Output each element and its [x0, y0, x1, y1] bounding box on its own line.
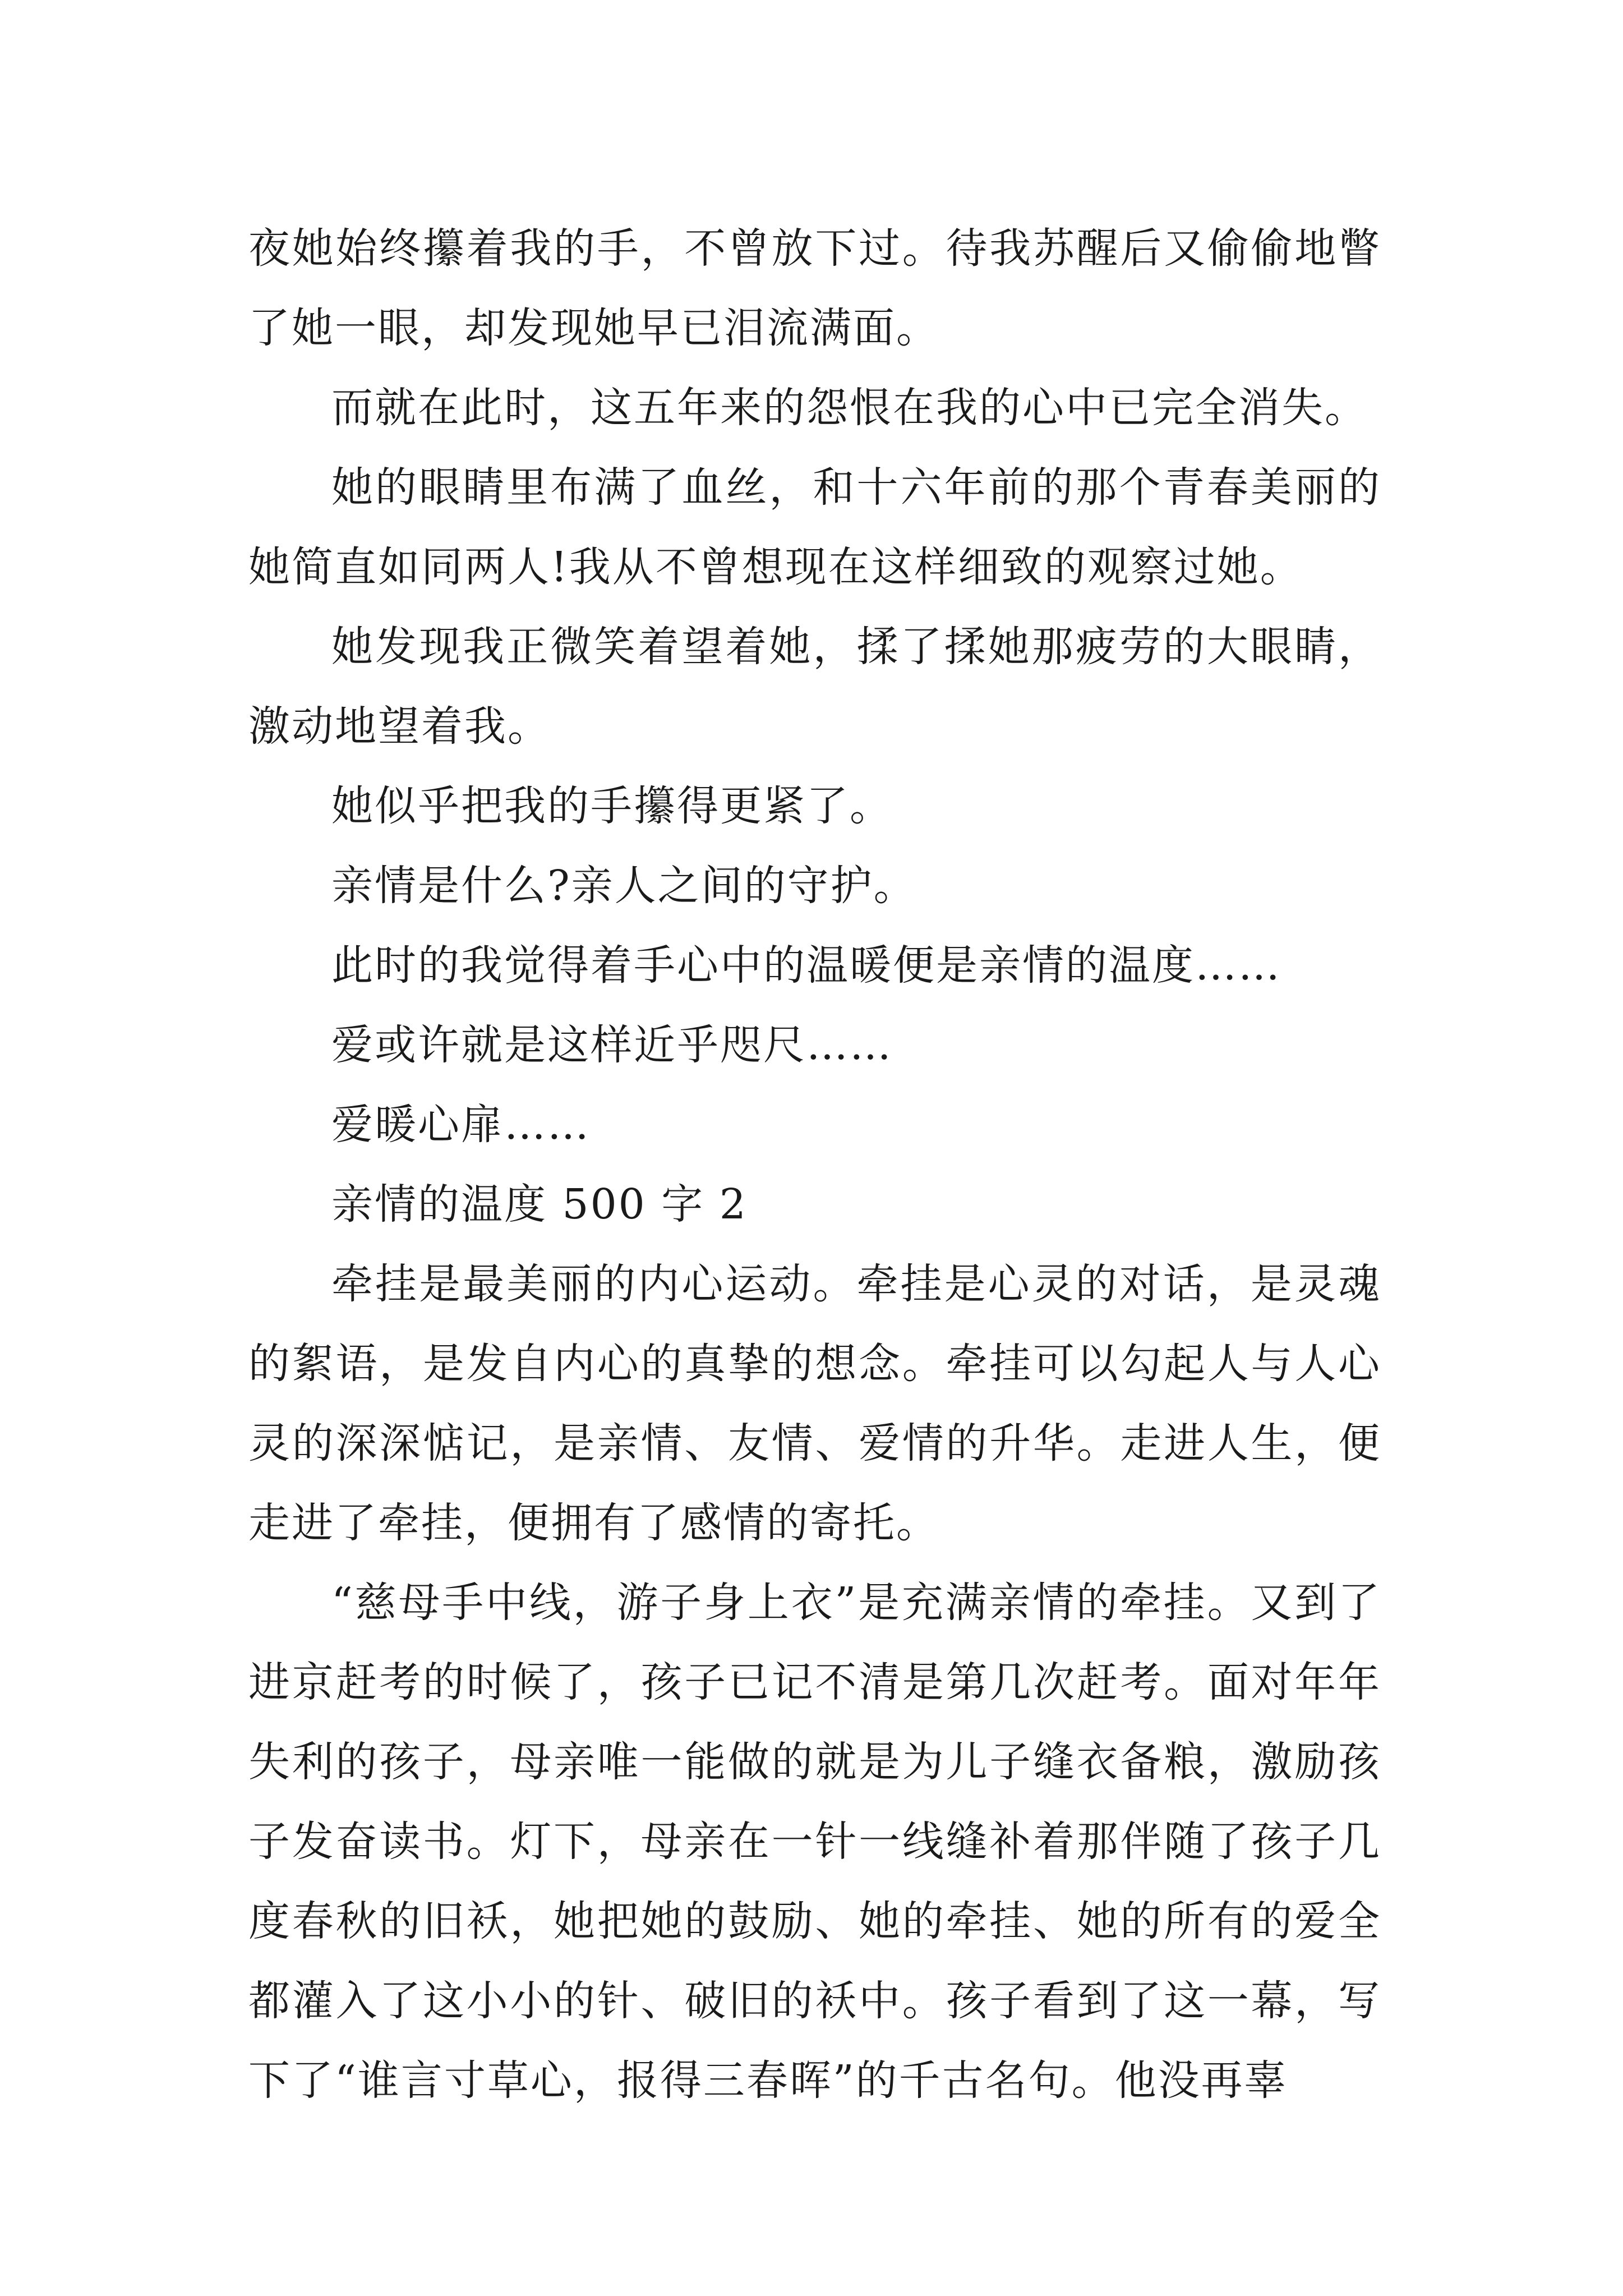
section-heading: 亲情的温度 500 字 2 [331, 1180, 748, 1228]
paragraph: 此时的我觉得着手心中的温暖便是亲情的温度…… [331, 941, 1281, 990]
paragraph: 夜她始终攥着我的手，不曾放下过。待我苏醒后又偷偷地瞥了她一眼，却发现她早已泪流满面。 [248, 224, 1381, 352]
paragraph: 爱或许就是这样近乎咫尺…… [331, 1021, 893, 1069]
paragraph: “慈母手中线，游子身上衣”是充满亲情的牵挂。又到了进京赶考的时候了，孩子已记不清是第几次赶考。面对年年失利的孩子，母亲唯一能做的就是为儿子缝衣备粮，激励孩子发奋读书。灯下，母亲在一针一线缝补着那伴随了孩子几度春秋的旧袄，她把她的鼓励、她的牵挂、她的所有的爱全都灌入了这小小的针、破旧的袄中。孩子看到了这一幕，写下了“谁言寸草心，报得三春晖”的千古名句。他没再辜 [248, 1579, 1381, 2105]
paragraph: 爱暖心扉…… [331, 1101, 591, 1149]
paragraph: 牵挂是最美丽的内心运动。牵挂是心灵的对话，是灵魂的絮语，是发自内心的真挚的想念。牵挂可以勾起人与人心灵的深深惦记，是亲情、友情、爱情的升华。走进人生，便走进了牵挂，便拥有了感情的寄托。 [248, 1260, 1381, 1547]
document-body [248, 209, 1381, 2120]
paragraph: 亲情是什么?亲人之间的守护。 [331, 862, 917, 910]
paragraph: 她似乎把我的手攥得更紧了。 [331, 782, 893, 830]
paragraph: 她发现我正微笑着望着她，揉了揉她那疲劳的大眼睛，激动地望着我。 [248, 623, 1381, 751]
paragraph: 她的眼睛里布满了血丝，和十六年前的那个青春美丽的她简直如同两人!我从不曾想现在这样细致的观察过她。 [248, 463, 1381, 591]
paragraph: 而就在此时，这五年来的怨恨在我的心中已完全消失。 [331, 384, 1368, 432]
